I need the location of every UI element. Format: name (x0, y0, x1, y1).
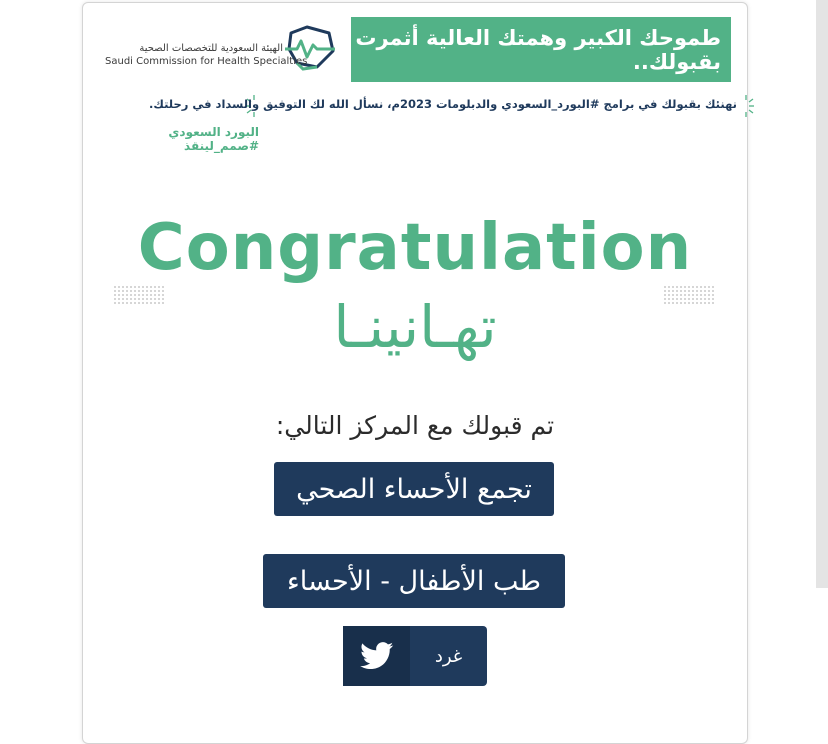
tweet-button-label: غرد (434, 645, 463, 667)
acceptance-message: نهنئك بقبولك في برامج #البورد_السعودي والدبلومات 2023م، نسأل الله لك التوفيق والسداد في رحلتك. (149, 97, 737, 111)
logo-arabic-name: الهيئة السعودية للتخصصات الصحية (139, 43, 283, 54)
accepted-center-label: تم قبولك مع المركز التالي: (275, 411, 555, 440)
congratulation-english: Congratulation (137, 211, 693, 285)
specialty-name: طب الأطفال - الأحساء (287, 565, 541, 597)
specialty-badge (263, 554, 565, 608)
twitter-icon-box (343, 626, 410, 686)
twitter-bird-icon (360, 642, 394, 670)
tweet-button[interactable] (343, 626, 487, 686)
logo-english-name: Saudi Commission for Health Specialties (105, 56, 308, 67)
congratulation-card (82, 2, 748, 744)
center-name-badge (274, 462, 554, 516)
page-scrollbar[interactable] (816, 0, 828, 588)
header-banner (351, 17, 731, 82)
center-name: تجمع الأحساء الصحي (296, 473, 532, 505)
sparkle-right-icon (739, 93, 755, 119)
congratulation-arabic: تهـانينـا (333, 293, 497, 361)
hashtag-text: البورد السعودي #صمم_لينقذ (168, 125, 259, 153)
banner-text: طموحك الكبير وهمتك العالية أثمرت بقبولك.. (355, 25, 721, 74)
scfhs-logo (105, 23, 345, 75)
